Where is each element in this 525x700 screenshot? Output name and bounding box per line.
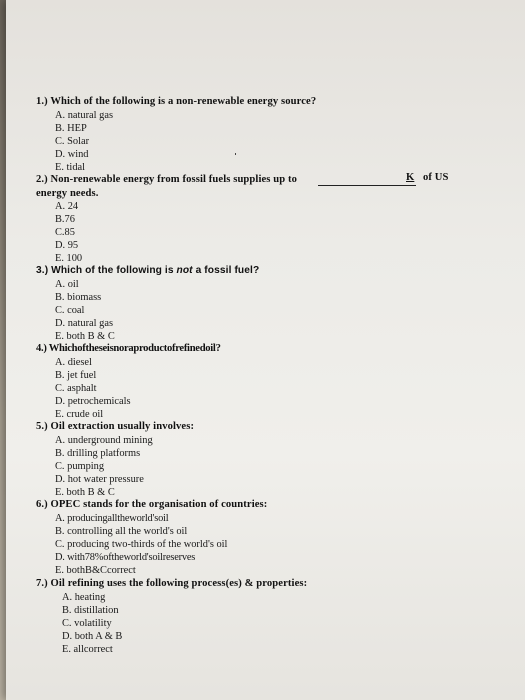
q1-option-a: A. natural gas — [55, 110, 113, 121]
q4-option-d: D. petrochemicals — [55, 396, 131, 407]
q4-option-a: A. diesel — [55, 357, 92, 368]
q5-option-d: D. hot water pressure — [55, 474, 144, 485]
q6-option-b: B. controlling all the world's oil — [55, 526, 188, 537]
q3-option-a: A. oil — [55, 279, 79, 290]
q7-option-e: E. allcorrect — [62, 644, 113, 655]
q2-option-c: C.85 — [55, 227, 75, 238]
q5-option-a: A. underground mining — [55, 435, 153, 446]
q4-option-b: B. jet fuel — [55, 370, 97, 381]
q6-option-a: A. producingalltheworld'soil — [55, 513, 169, 524]
pen-mark — [235, 153, 236, 155]
question-5-title: 5.) Oil extraction usually involves: — [36, 421, 195, 432]
q4-option-e: E. crude oil — [55, 409, 104, 420]
question-7-title: 7.) Oil refining uses the following process(es) & properties: — [36, 578, 308, 589]
q2-option-e: E. 100 — [55, 253, 83, 264]
q1-option-c: C. Solar — [55, 136, 90, 147]
question-2-title-cont: energy needs. — [36, 188, 99, 199]
q1-option-e: E. tidal — [55, 162, 86, 173]
q3-option-e: E. both B & C — [55, 331, 115, 342]
question-4-title: 4.) Whichoftheseisnoraproductofrefinedoil? — [36, 343, 221, 354]
q3-option-c: C. coal — [55, 305, 85, 316]
q4-option-c: C. asphalt — [55, 383, 97, 394]
q3-option-d: D. natural gas — [55, 318, 113, 329]
q7-option-b: B. distillation — [62, 605, 119, 616]
q1-option-d: D. wind — [55, 149, 89, 160]
worksheet-page — [6, 0, 525, 700]
q5-option-b: B. drilling platforms — [55, 448, 141, 459]
answer-blank — [318, 185, 416, 186]
q6-option-d: D. with78%oftheworld'soilreserves — [55, 552, 196, 563]
q2-option-b: B.76 — [55, 214, 75, 225]
question-1-title: 1.) Which of the following is a non-renewable energy source? — [36, 96, 317, 107]
q7-option-d: D. both A & B — [62, 631, 123, 642]
question-2-tail: of US — [423, 172, 449, 183]
q5-option-c: C. pumping — [55, 461, 105, 472]
q7-option-a: A. heating — [62, 592, 106, 603]
q6-option-c: C. producing two-thirds of the world's oil — [55, 539, 228, 550]
q6-option-e: E. bothB&Ccorrect — [55, 565, 136, 576]
q2-option-d: D. 95 — [55, 240, 79, 251]
q2-option-a: A. 24 — [55, 201, 79, 212]
q1-option-b: B. HEP — [55, 123, 87, 134]
q7-option-c: C. volatility — [62, 618, 112, 629]
question-6-title: 6.) OPEC stands for the organisation of countries: — [36, 499, 268, 510]
question-3-title: 3.) Which of the following is not a fossil fuel? — [36, 265, 260, 276]
question-2-title: 2.) Non-renewable energy from fossil fuels supplies up to — [36, 174, 298, 185]
q5-option-e: E. both B & C — [55, 487, 115, 498]
q3-option-b: B. biomass — [55, 292, 102, 303]
answer-letter: K — [406, 172, 415, 183]
